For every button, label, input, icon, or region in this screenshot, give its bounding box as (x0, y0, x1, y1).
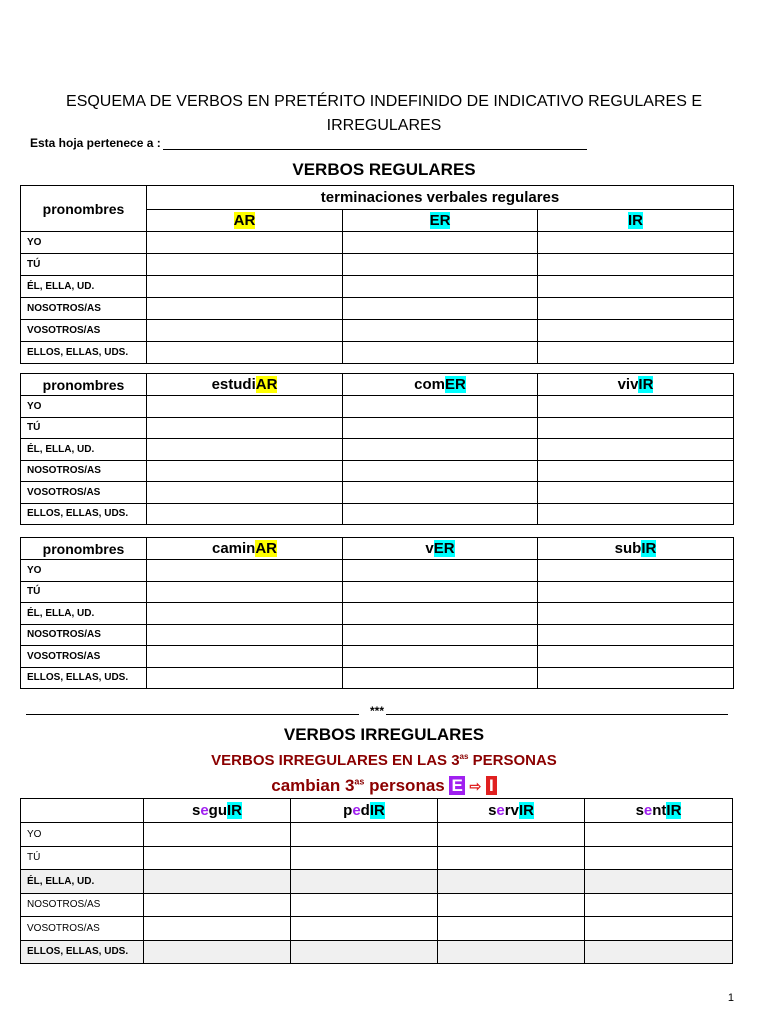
table-row (21, 603, 734, 625)
answer-cell[interactable] (538, 417, 734, 439)
answer-cell[interactable] (147, 503, 343, 525)
answer-cell[interactable] (291, 940, 438, 964)
table-row (21, 940, 733, 964)
answer-cell[interactable] (343, 417, 538, 439)
answer-cell[interactable] (147, 417, 343, 439)
answer-cell[interactable] (438, 917, 585, 941)
pronoun-cell: YO (21, 823, 144, 847)
arrow-right-icon: ⇨ (469, 778, 482, 794)
pronoun-cell: YO (21, 232, 147, 254)
separator-line-left (26, 714, 359, 715)
table-row (21, 298, 734, 320)
answer-cell[interactable] (147, 276, 343, 298)
answer-cell[interactable] (343, 646, 538, 668)
answer-cell[interactable] (343, 396, 538, 418)
answer-cell[interactable] (147, 342, 343, 364)
pronoun-cell: NOSOTROS/AS (21, 624, 147, 646)
owner-field (30, 136, 587, 150)
table-row (21, 870, 733, 894)
table-row (21, 917, 733, 941)
answer-cell[interactable] (144, 940, 291, 964)
regular-example-table-2 (20, 537, 734, 689)
answer-cell[interactable] (147, 320, 343, 342)
answer-cell[interactable] (538, 232, 734, 254)
answer-cell[interactable] (538, 298, 734, 320)
ending-er: ER (343, 210, 538, 232)
answer-cell[interactable] (147, 232, 343, 254)
pronoun-header: pronombres (21, 374, 147, 396)
answer-cell[interactable] (147, 460, 343, 482)
answer-cell[interactable] (343, 667, 538, 689)
answer-cell[interactable] (343, 460, 538, 482)
table-row (21, 342, 734, 364)
pronoun-cell: VOSOTROS/AS (21, 917, 144, 941)
verb-caminar: caminAR (147, 538, 343, 560)
answer-cell[interactable] (438, 893, 585, 917)
table-row (21, 624, 734, 646)
pronoun-cell: ÉL, ELLA, UD. (21, 439, 147, 461)
pronoun-cell: VOSOTROS/AS (21, 320, 147, 342)
answer-cell[interactable] (147, 396, 343, 418)
answer-cell[interactable] (343, 560, 538, 582)
page-number: 1 (727, 992, 734, 1004)
answer-cell[interactable] (144, 917, 291, 941)
section-separator (26, 704, 728, 720)
answer-cell[interactable] (538, 342, 734, 364)
verb-subir: subIR (538, 538, 734, 560)
irregular-heading: VERBOS IRREGULARES (283, 725, 485, 744)
table-row (21, 482, 734, 504)
answer-cell[interactable] (144, 870, 291, 894)
pronoun-cell: TÚ (21, 581, 147, 603)
table-row (21, 396, 734, 418)
pronoun-cell: TÚ (21, 417, 147, 439)
answer-cell[interactable] (585, 940, 733, 964)
answer-cell[interactable] (538, 646, 734, 668)
owner-line (163, 138, 587, 150)
table-row (21, 503, 734, 525)
verb-seguir: seguIR (144, 799, 291, 823)
pronoun-cell: ELLOS, ELLAS, UDS. (21, 503, 147, 525)
answer-cell[interactable] (538, 276, 734, 298)
answer-cell[interactable] (343, 276, 538, 298)
verb-ver: vER (343, 538, 538, 560)
answer-cell[interactable] (291, 846, 438, 870)
pronoun-cell: TÚ (21, 846, 144, 870)
answer-cell[interactable] (291, 917, 438, 941)
owner-label: Esta hoja pertenece a : (30, 136, 161, 150)
answer-cell[interactable] (147, 624, 343, 646)
answer-cell[interactable] (538, 482, 734, 504)
irregular-verbs-table (20, 798, 733, 964)
pronoun-header: pronombres (21, 538, 147, 560)
answer-cell[interactable] (147, 254, 343, 276)
answer-cell[interactable] (343, 624, 538, 646)
answer-cell[interactable] (147, 439, 343, 461)
answer-cell[interactable] (538, 624, 734, 646)
answer-cell[interactable] (144, 893, 291, 917)
answer-cell[interactable] (538, 396, 734, 418)
answer-cell[interactable] (438, 940, 585, 964)
pronoun-cell: NOSOTROS/AS (21, 460, 147, 482)
answer-cell[interactable] (343, 254, 538, 276)
pronoun-cell: YO (21, 396, 147, 418)
table-row (21, 417, 734, 439)
change-rule: cambian $3^{as}$ personas E ⇨ I (0, 776, 768, 796)
answer-cell[interactable] (343, 581, 538, 603)
verb-estudiar: estudiAR (147, 374, 343, 396)
answer-cell[interactable] (438, 870, 585, 894)
pronoun-cell: YO (21, 560, 147, 582)
irregular-subheading: VERBOS IRREGULARES EN LAS $3^{as}$ PERSONAS (211, 752, 557, 769)
answer-cell[interactable] (291, 870, 438, 894)
pronoun-cell: TÚ (21, 254, 147, 276)
verb-vivir: vivIR (538, 374, 734, 396)
regular-endings-table (20, 185, 734, 364)
separator-line-right (386, 714, 728, 715)
verb-comer: comER (343, 374, 538, 396)
verb-servir: servIR (438, 799, 585, 823)
answer-cell[interactable] (538, 320, 734, 342)
pronoun-cell: VOSOTROS/AS (21, 482, 147, 504)
answer-cell[interactable] (538, 460, 734, 482)
regular-example-table-1 (20, 373, 734, 525)
answer-cell[interactable] (538, 503, 734, 525)
answer-cell[interactable] (291, 893, 438, 917)
answer-cell[interactable] (343, 503, 538, 525)
table-row (21, 276, 734, 298)
table-row (21, 646, 734, 668)
answer-cell[interactable] (538, 439, 734, 461)
answer-cell[interactable] (343, 232, 538, 254)
answer-cell[interactable] (538, 560, 734, 582)
answer-cell[interactable] (343, 320, 538, 342)
answer-cell[interactable] (343, 439, 538, 461)
table-row (21, 254, 734, 276)
endings-header: terminaciones verbales regulares (147, 186, 734, 210)
answer-cell[interactable] (538, 254, 734, 276)
answer-cell[interactable] (144, 846, 291, 870)
pronoun-cell: ÉL, ELLA, UD. (21, 276, 147, 298)
table-row (21, 581, 734, 603)
answer-cell[interactable] (147, 603, 343, 625)
separator-stars: *** (369, 704, 384, 718)
answer-cell[interactable] (538, 603, 734, 625)
answer-cell[interactable] (147, 581, 343, 603)
answer-cell[interactable] (585, 823, 733, 847)
answer-cell[interactable] (147, 646, 343, 668)
pronoun-cell: ÉL, ELLA, UD. (21, 603, 147, 625)
table-row (21, 893, 733, 917)
pronoun-header: pronombres (21, 186, 147, 232)
pronoun-cell: ELLOS, ELLAS, UDS. (21, 940, 144, 964)
pronoun-cell: VOSOTROS/AS (21, 646, 147, 668)
ending-ar: AR (147, 210, 343, 232)
answer-cell[interactable] (585, 893, 733, 917)
pronoun-cell: NOSOTROS/AS (21, 893, 144, 917)
answer-cell[interactable] (538, 667, 734, 689)
table-row (21, 823, 733, 847)
answer-cell[interactable] (147, 298, 343, 320)
ending-ir: IR (538, 210, 734, 232)
table-row (21, 846, 733, 870)
pronoun-cell: ELLOS, ELLAS, UDS. (21, 342, 147, 364)
answer-cell[interactable] (147, 482, 343, 504)
answer-cell[interactable] (343, 603, 538, 625)
table-row (21, 560, 734, 582)
answer-cell[interactable] (438, 846, 585, 870)
empty-header-cell (21, 799, 144, 823)
vowel-i: I (486, 776, 497, 795)
answer-cell[interactable] (343, 342, 538, 364)
regular-heading: VERBOS REGULARES (292, 160, 476, 179)
table-row (21, 320, 734, 342)
pronoun-cell: ÉL, ELLA, UD. (21, 870, 144, 894)
table-row (21, 439, 734, 461)
answer-cell[interactable] (343, 298, 538, 320)
answer-cell[interactable] (147, 667, 343, 689)
answer-cell[interactable] (585, 917, 733, 941)
pronoun-cell: ELLOS, ELLAS, UDS. (21, 667, 147, 689)
table-row (21, 460, 734, 482)
verb-sentir: sentIR (585, 799, 733, 823)
answer-cell[interactable] (343, 482, 538, 504)
answer-cell[interactable] (291, 823, 438, 847)
answer-cell[interactable] (147, 560, 343, 582)
pronoun-cell: NOSOTROS/AS (21, 298, 147, 320)
table-row (21, 232, 734, 254)
page-title: ESQUEMA DE VERBOS EN PRETÉRITO INDEFINIDO DE INDICATIVO REGULARES E IRREGULARES (66, 93, 702, 134)
answer-cell[interactable] (538, 581, 734, 603)
answer-cell[interactable] (585, 846, 733, 870)
vowel-e: E (451, 776, 463, 795)
verb-pedir: pedIR (291, 799, 438, 823)
answer-cell[interactable] (585, 870, 733, 894)
table-row (21, 667, 734, 689)
answer-cell[interactable] (438, 823, 585, 847)
answer-cell[interactable] (144, 823, 291, 847)
